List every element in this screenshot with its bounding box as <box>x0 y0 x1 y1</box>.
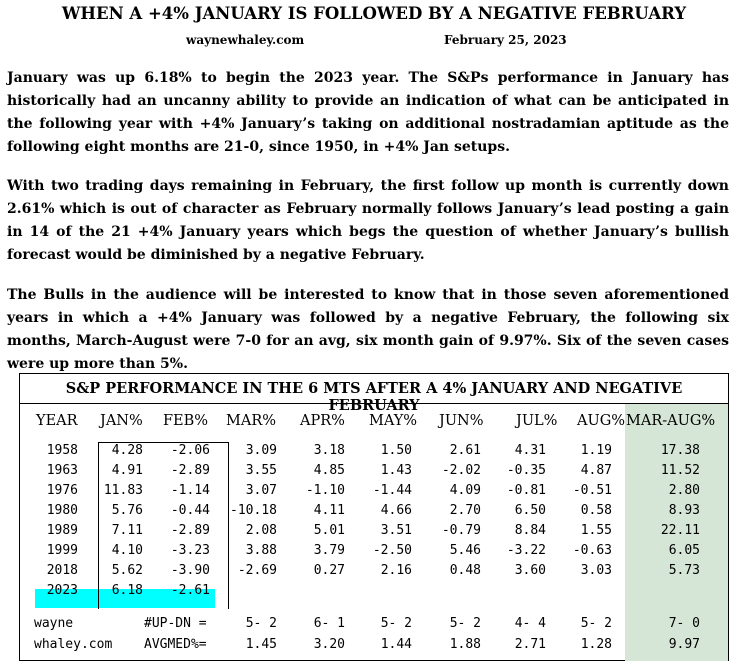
table-cell-1963-jan: 4.91 <box>111 463 143 478</box>
table-cell-1976-jun: 4.09 <box>449 483 481 498</box>
table-cell-1976-year: 1976 <box>46 483 78 498</box>
table-cell-1999-jul: -3.22 <box>506 543 546 558</box>
table-cell-1976-feb: -1.14 <box>170 483 210 498</box>
table-cell-1999-may: -2.50 <box>372 543 412 558</box>
site-name: waynewhaley.com <box>186 33 305 47</box>
updn-value-aug: 5- 2 <box>580 616 612 631</box>
updn-label: #UP-DN = <box>144 616 207 631</box>
table-cell-1963-jul: -0.35 <box>506 463 546 478</box>
table-cell-1976-mar: 3.07 <box>245 483 277 498</box>
paragraph-1: January was up 6.18% to begin the 2023 year. The S&Ps performance in January has historically had an uncanny ability to provide an indication of what can be anticipated in the following year with +4% January’s taking on additional nostradamian aptitude as the following eight months are 21-0, since 1950, in +4% Jan setups. <box>7 70 729 155</box>
table-cell-2018-jul: 3.60 <box>514 563 546 578</box>
table-cell-2018-mar: -2.69 <box>237 563 277 578</box>
table-cell-1963-jun: -2.02 <box>441 463 481 478</box>
table-cell-1989-mar-aug: 22.11 <box>660 523 700 538</box>
table-cell-1958-jun: 2.61 <box>449 443 481 458</box>
table-cell-2023-year: 2023 <box>46 583 78 598</box>
avg-value-jul: 2.71 <box>514 637 546 652</box>
table-cell-1958-mar: 3.09 <box>245 443 277 458</box>
table-cell-1976-jul: -0.81 <box>506 483 546 498</box>
table-cell-1989-jun: -0.79 <box>441 523 481 538</box>
table-cell-1980-apr: 4.11 <box>313 503 345 518</box>
table-cell-1989-may: 3.51 <box>380 523 412 538</box>
table-cell-1989-feb: -2.89 <box>170 523 210 538</box>
table-cell-1958-aug: 1.19 <box>580 443 612 458</box>
avg-value-apr: 3.20 <box>313 637 345 652</box>
updn-value-mar: 5- 2 <box>245 616 277 631</box>
updn-value-jul: 4- 4 <box>514 616 546 631</box>
avg-value-may: 1.44 <box>380 637 412 652</box>
updn-value-may: 5- 2 <box>380 616 412 631</box>
table-cell-1989-apr: 5.01 <box>313 523 345 538</box>
table-cell-1958-mar-aug: 17.38 <box>660 443 700 458</box>
page-title: WHEN A +4% JANUARY IS FOLLOWED BY A NEGATIVE FEBRUARY <box>61 4 687 23</box>
table-cell-2018-year: 2018 <box>46 563 78 578</box>
column-header-mar: MAR% <box>226 413 277 429</box>
table-cell-1976-apr: -1.10 <box>305 483 345 498</box>
table-cell-1980-aug: 0.58 <box>580 503 612 518</box>
table-cell-1999-aug: -0.63 <box>572 543 612 558</box>
table-cell-1980-mar-aug: 8.93 <box>668 503 700 518</box>
table-cell-1989-mar: 2.08 <box>245 523 277 538</box>
column-header-aug: AUG% <box>577 413 626 429</box>
updn-value-mar-aug: 7- 0 <box>668 616 700 631</box>
table-cell-1999-jun: 5.46 <box>449 543 481 558</box>
table-cell-1958-may: 1.50 <box>380 443 412 458</box>
table-cell-1963-mar-aug: 11.52 <box>660 463 700 478</box>
table-cell-1989-jul: 8.84 <box>514 523 546 538</box>
table-cell-2018-feb: -3.90 <box>170 563 210 578</box>
table-title-divider <box>20 403 728 404</box>
table-cell-2018-may: 2.16 <box>380 563 412 578</box>
table-cell-1999-year: 1999 <box>46 543 78 558</box>
table-cell-1980-jun: 2.70 <box>449 503 481 518</box>
table-cell-1963-year: 1963 <box>46 463 78 478</box>
avg-value-jun: 1.88 <box>449 637 481 652</box>
column-header-may: MAY% <box>369 413 418 429</box>
table-cell-1999-feb: -3.23 <box>170 543 210 558</box>
table-cell-1989-aug: 1.55 <box>580 523 612 538</box>
updn-value-apr: 6- 1 <box>313 616 345 631</box>
table-cell-1958-apr: 3.18 <box>313 443 345 458</box>
table-cell-2018-jun: 0.48 <box>449 563 481 578</box>
table-cell-1980-feb: -0.44 <box>170 503 210 518</box>
table-cell-1989-jan: 7.11 <box>111 523 143 538</box>
table-cell-2018-jan: 5.62 <box>111 563 143 578</box>
table-cell-1989-year: 1989 <box>46 523 78 538</box>
table-cell-1976-may: -1.44 <box>372 483 412 498</box>
table-cell-1980-may: 4.66 <box>380 503 412 518</box>
table-cell-1980-year: 1980 <box>46 503 78 518</box>
column-header-year: YEAR <box>36 413 78 429</box>
table-cell-2023-jan: 6.18 <box>111 583 143 598</box>
paragraph-2: With two trading days remaining in February, the first follow up month is currently down 2.61% which is out of character as February normally follows January’s lead posting a gain in 14 of the 21 +4% January years which begs the question of whether January’s bullish forecast would be diminished by a negative February. <box>7 178 729 263</box>
table-cell-1976-aug: -0.51 <box>572 483 612 498</box>
column-header-feb: FEB% <box>163 413 209 429</box>
table-cell-1980-jul: 6.50 <box>514 503 546 518</box>
table-cell-1976-mar-aug: 2.80 <box>668 483 700 498</box>
table-cell-2023-feb: -2.61 <box>170 583 210 598</box>
table-cell-1958-year: 1958 <box>46 443 78 458</box>
table-cell-1999-mar-aug: 6.05 <box>668 543 700 558</box>
column-header-jul: JUL% <box>516 413 558 429</box>
table-cell-1963-apr: 4.85 <box>313 463 345 478</box>
avg-value-mar: 1.45 <box>245 637 277 652</box>
avg-value-mar-aug: 9.97 <box>668 637 700 652</box>
table-cell-1958-jan: 4.28 <box>111 443 143 458</box>
table-cell-1999-jan: 4.10 <box>111 543 143 558</box>
column-header-mar-aug: MAR-AUG% <box>626 413 716 429</box>
table-cell-1958-feb: -2.06 <box>170 443 210 458</box>
table-title: S&P PERFORMANCE IN THE 6 MTS AFTER A 4% JANUARY AND NEGATIVE FEBRUARY <box>65 380 683 414</box>
table-cell-2018-aug: 3.03 <box>580 563 612 578</box>
table-cell-1963-mar: 3.55 <box>245 463 277 478</box>
column-header-apr: APR% <box>300 413 345 429</box>
updn-value-jun: 5- 2 <box>449 616 481 631</box>
table-cell-2018-apr: 0.27 <box>313 563 345 578</box>
paragraph-3: The Bulls in the audience will be interested to know that in those seven aforementioned years in which a +4% January was followed by a negative February, the following six months, March-August were 7-0 for an avg, six month gain of 9.97%. Six of the seven cases were up more than 5%. <box>7 287 729 372</box>
table-cell-1976-jan: 11.83 <box>103 483 143 498</box>
table-cell-1999-apr: 3.79 <box>313 543 345 558</box>
column-header-jan: JAN% <box>100 413 143 429</box>
footer-whaley-com: whaley.com <box>34 637 113 652</box>
table-cell-1999-mar: 3.88 <box>245 543 277 558</box>
column-header-jun: JUN% <box>439 413 484 429</box>
avg-value-aug: 1.28 <box>580 637 612 652</box>
table-cell-1963-feb: -2.89 <box>170 463 210 478</box>
performance-table <box>19 373 729 661</box>
table-cell-1963-aug: 4.87 <box>580 463 612 478</box>
table-cell-1980-jan: 5.76 <box>111 503 143 518</box>
table-cell-1958-jul: 4.31 <box>514 443 546 458</box>
avgmed-label: AVGMED%= <box>144 637 207 652</box>
table-cell-2018-mar-aug: 5.73 <box>668 563 700 578</box>
table-cell-1980-mar: -10.18 <box>230 503 277 518</box>
post-date: February 25, 2023 <box>444 33 567 47</box>
table-cell-1963-may: 1.43 <box>380 463 412 478</box>
footer-wayne: wayne <box>34 616 74 631</box>
